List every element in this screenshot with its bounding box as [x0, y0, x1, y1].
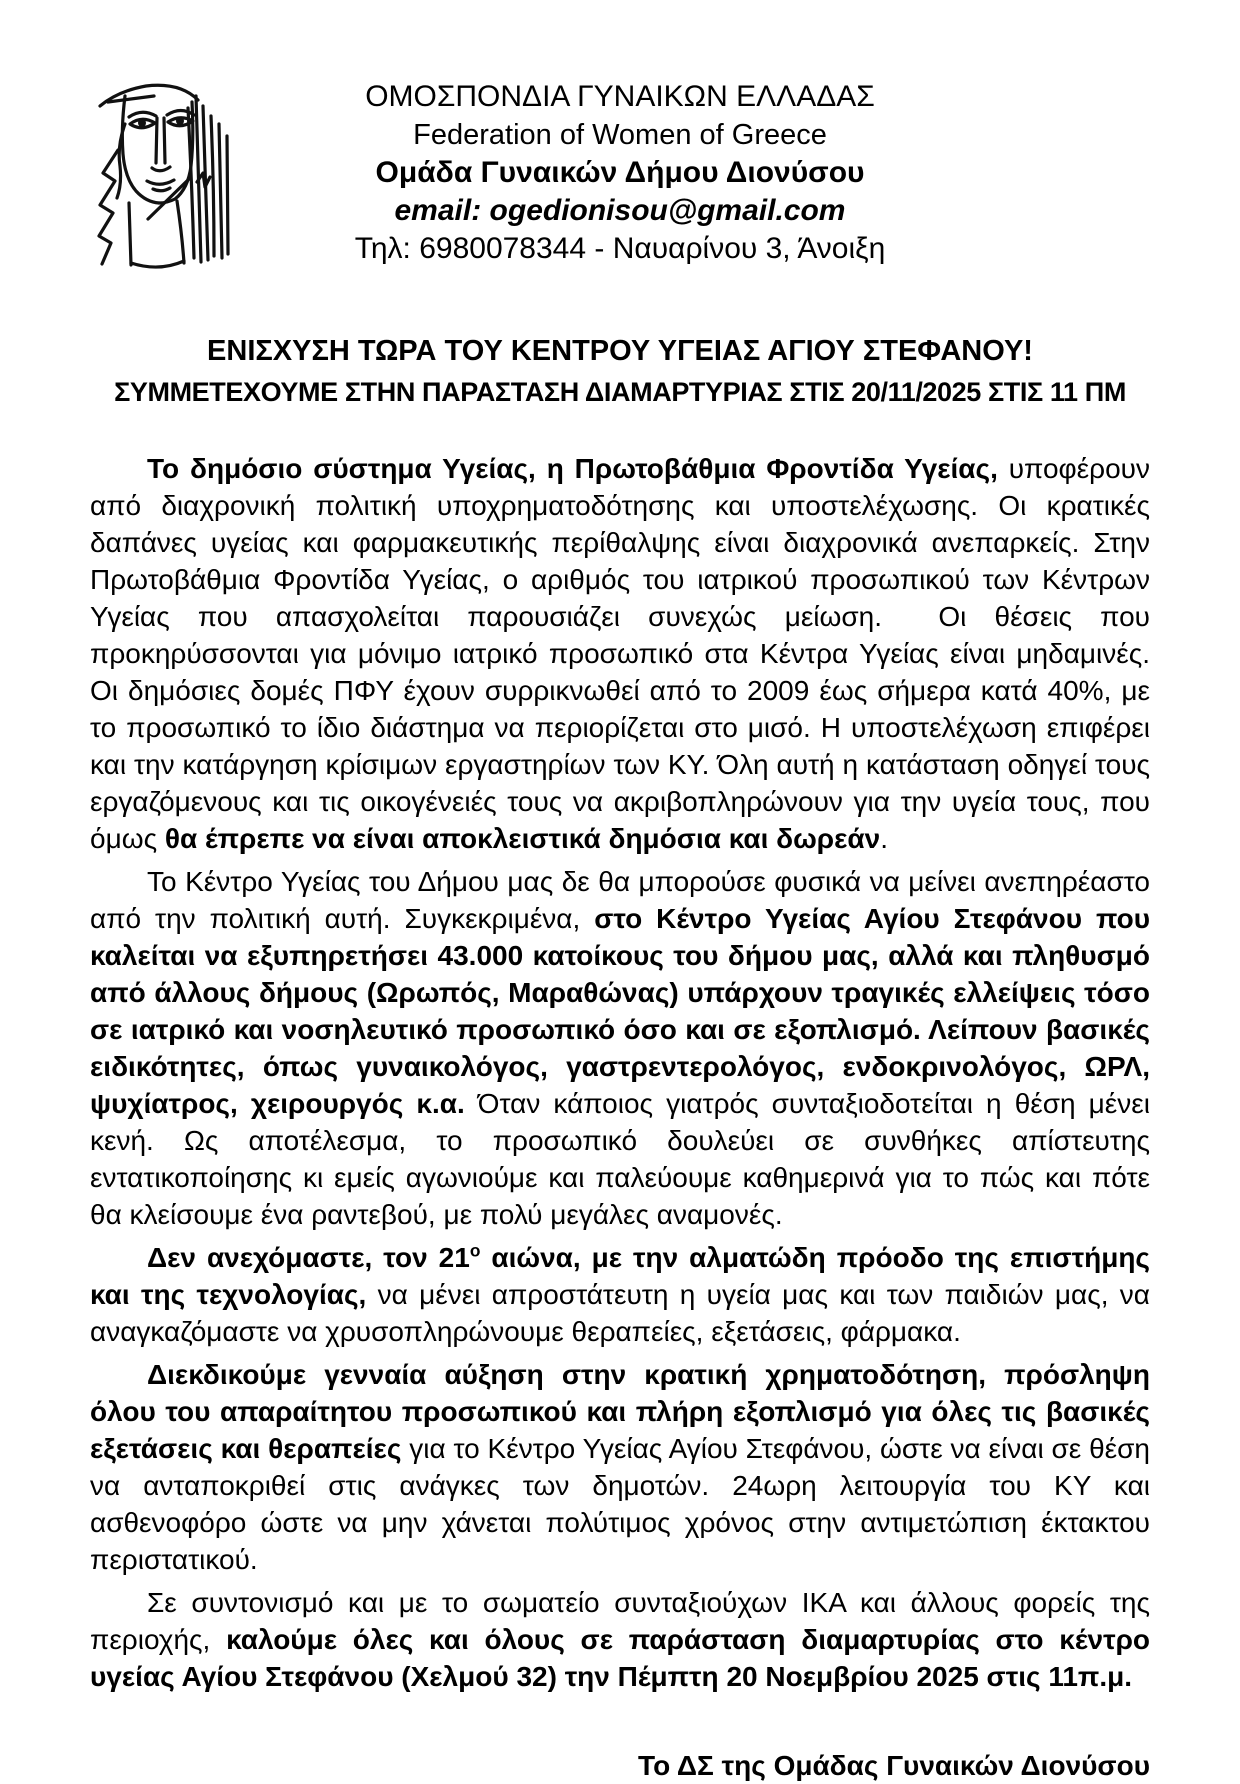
paragraph: Το Κέντρο Υγείας του Δήμου μας δε θα μπορούσε φυσικά να μείνει ανεπηρέαστο από την πολιτική αυτή. Συγκεκριμένα, στο Κέντρο Υγείας Αγίου Στεφάνου που καλείται να εξυπηρετήσει 43.000 κατοίκους του δήμου μας, αλλά και πληθυσμό από άλλους δήμους (Ωρωπός, Μαραθώνας) υπάρχουν τραγικές ελλείψεις τόσο σε ιατρικό και νοσηλευτικό προσωπικό όσο και σε εξοπλισμό. Λείπουν βασικές ειδικότητες, όπως γυναικολόγος, γαστρεντερολόγος, ενδοκρινολόγος, ΩΡΛ, ψυχίατρος, χειρουργός κ.α. Όταν κάποιος γιατρός συνταξιοδοτείται η θέση μένει κενή. Ως αποτέλεσμα, το προσωπικό δουλεύει σε συνθήκες απίστευτης εντατικοποίησης κι εμείς αγωνιούμε και παλεύουμε καθημερινά για το πώς και πότε θα κλείσουμε ένα ραντεβού, με πολύ μεγάλες αναμονές.: [90, 866, 1151, 1230]
paragraph: Σε συντονισμό και με το σωματείο συνταξιούχων ΙΚΑ και άλλους φορείς της περιοχής, καλούμε όλες και όλους σε παράσταση διαμαρτυρίας στο κέντρο υγείας Αγίου Στεφάνου (Χελμού 32) την Πέμπτη 20 Νοεμβρίου 2025 στις 11π.μ.: [90, 1587, 1150, 1692]
document-body: [90, 450, 1150, 1784]
email-line: email: ogedionisou@gmail.com: [394, 194, 846, 227]
signature: Το ΔΣ της Ομάδας Γυναικών Διονύσου: [638, 1750, 1150, 1781]
paragraph: Διεκδικούμε γενναία αύξηση στην κρατική χρηματοδότηση, πρόσληψη όλου του απαραίτητου προσωπικού και πλήρη εξοπλισμό για όλες τις βασικές εξετάσεις και θεραπείες για το Κέντρο Υγείας Αγίου Στεφάνου, ώστε να είναι σε θέση να ανταποκριθεί στις ανάγκες των δημοτών. 24ωρη λειτουργία του ΚΥ και ασθενοφόρο ώστε να μην χάνεται πολύτιμος χρόνος στην αντιμετώπιση έκτακτου περιστατικού.: [90, 1359, 1150, 1575]
paragraph: Δεν ανεχόμαστε, τον $21^o$ αιώνα, με την αλματώδη πρόοδο της επιστήμης και της τεχνολογίας, να μένει απροστάτευτη η υγεία μας και των παιδιών μας, να αναγκαζόμαστε να χρυσοπληρώνουμε θεραπείες, εξετάσεις, φάρμακα.: [90, 1240, 1150, 1347]
letterhead: [0, 78, 1240, 268]
paragraph: Το δημόσιο σύστημα Υγείας, η Πρωτοβάθμια Φροντίδα Υγείας, υποφέρουν από διαχρονική πολιτική υποχρηματοδότησης και υποστελέχωσης. Οι κρατικές δαπάνες υγείας και φαρμακευτικής περίθαλψης είναι διαχρονικά ανεπαρκείς. Στην Πρωτοβάθμια Φροντίδα Υγείας, ο αριθμός του ιατρικού προσωπικού των Κέντρων Υγείας που απασχολείται παρουσιάζει συνεχώς μείωση. Οι θέσεις που προκηρύσσονται για μόνιμο ιατρικό προσωπικό στα Κέντρα Υγείας είναι μηδαμινές. Οι δημόσιες δομές ΠΦΥ έχουν συρρικνωθεί από το 2009 έως σήμερα κατά 40%, με το προσωπικό το ίδιο διάστημα να περιορίζεται στο μισό. Η υποστελέχωση επιφέρει και την κατάργηση κρίσιμων εργαστηρίων των ΚΥ. Όλη αυτή η κατάσταση οδηγεί τους εργαζόμενους και τις οικογένειές τους να ακριβοπληρώνουν για την υγεία τους, που όμως θα έπρεπε να είναι αποκλειστικά δημόσια και δωρεάν.: [90, 453, 1150, 854]
headline-line1: ΕΝΙΣΧΥΣΗ ΤΩΡΑ ΤΟΥ ΚΕΝΤΡΟΥ ΥΓΕΙΑΣ ΑΓΙΟΥ ΣΤΕΦΑΝΟΥ!: [207, 335, 1033, 367]
headline: [0, 330, 1240, 412]
body-paragraphs: [90, 450, 1150, 1695]
group-name: Ομάδα Γυναικών Δήμου Διονύσου: [375, 156, 865, 189]
org-name-greek: ΟΜΟΣΠΟΝΔΙΑ ΓΥΝΑΙΚΩΝ ΕΛΛΑΔΑΣ: [365, 80, 875, 113]
headline-line2: ΣΥΜΜΕΤΕΧΟΥΜΕ ΣΤΗΝ ΠΑΡΑΣΤΑΣΗ ΔΙΑΜΑΡΤΥΡΙΑΣ ΣΤΙΣ 20/11/2025 ΣΤΙΣ 11 ΠΜ: [114, 377, 1126, 407]
phone-address-line: Τηλ: 6980078344 - Ναυαρίνου 3, Άνοιξη: [354, 232, 886, 265]
org-name-english: Federation of Women of Greece: [413, 119, 827, 151]
